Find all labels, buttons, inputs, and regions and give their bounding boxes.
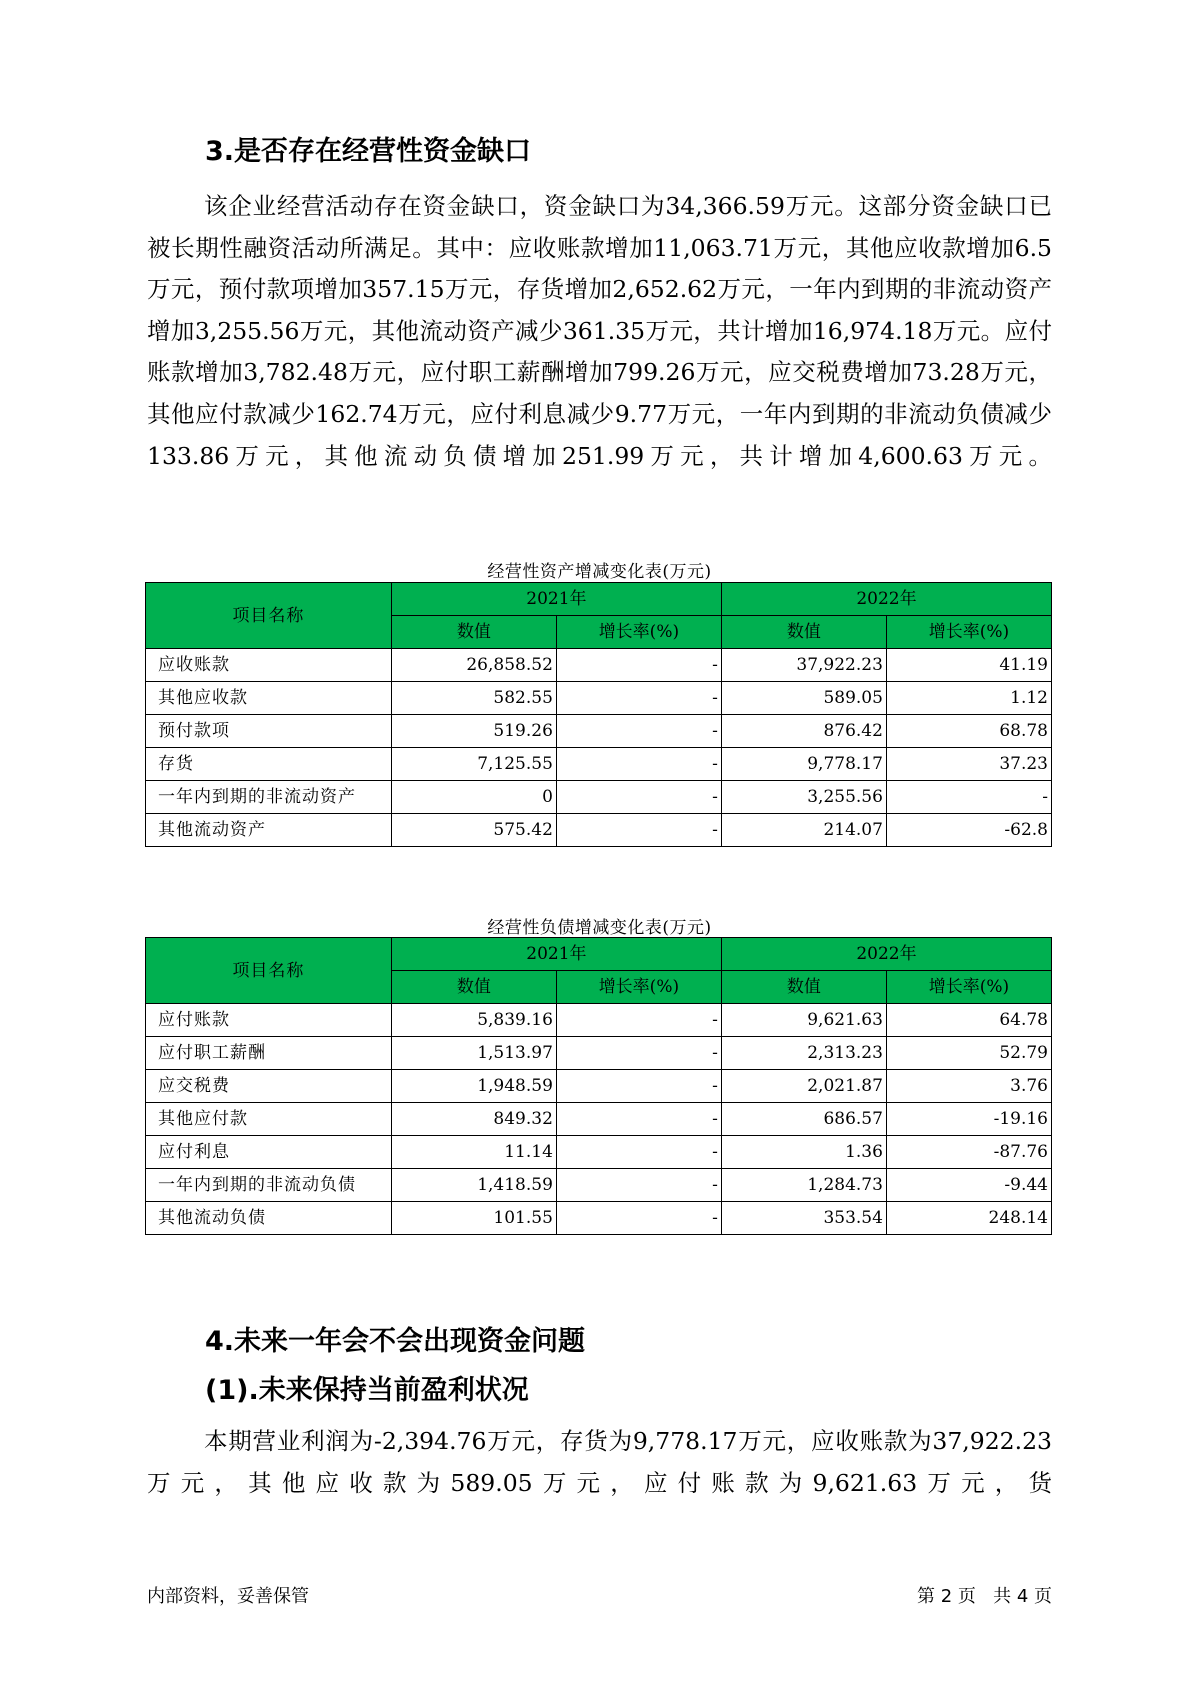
row-growth-2021: - bbox=[556, 1169, 721, 1202]
liabilities-table-caption: 经营性负债增减变化表(万元) bbox=[487, 918, 712, 938]
table-row bbox=[146, 1070, 1052, 1103]
table-row bbox=[146, 715, 1052, 748]
section-4-paragraph: 本期营业利润为-2,394.76万元，存货为9,778.17万元，应收账款为37,922.23万元，其他应收款为589.05万元，应付账款为9,621.63万元，货 bbox=[147, 1427, 1052, 1497]
row-value-2021: 849.32 bbox=[391, 1103, 556, 1136]
section-4-subheading: (1).未来保持当前盈利状况 bbox=[205, 1375, 529, 1406]
header-item-name: 项目名称 bbox=[146, 938, 392, 1004]
row-value-2022: 37,922.23 bbox=[721, 649, 886, 682]
row-name: 其他应收款 bbox=[146, 682, 392, 715]
table-row bbox=[146, 682, 1052, 715]
row-value-2022: 9,778.17 bbox=[721, 748, 886, 781]
row-growth-2022: -9.44 bbox=[886, 1169, 1051, 1202]
row-value-2022: 1.36 bbox=[721, 1136, 886, 1169]
row-growth-2022: 248.14 bbox=[886, 1202, 1051, 1235]
row-growth-2021: - bbox=[556, 682, 721, 715]
row-value-2022: 876.42 bbox=[721, 715, 886, 748]
row-value-2021: 1,513.97 bbox=[391, 1037, 556, 1070]
row-value-2021: 1,418.59 bbox=[391, 1169, 556, 1202]
row-name: 其他流动负债 bbox=[146, 1202, 392, 1235]
row-growth-2021: - bbox=[556, 715, 721, 748]
row-growth-2021: - bbox=[556, 1202, 721, 1235]
table-row bbox=[146, 814, 1052, 847]
header-growth-2022: 增长率(%) bbox=[886, 616, 1051, 649]
row-growth-2022: -19.16 bbox=[886, 1103, 1051, 1136]
table-row bbox=[146, 781, 1052, 814]
table-row bbox=[146, 1169, 1052, 1202]
row-value-2022: 9,621.63 bbox=[721, 1004, 886, 1037]
row-growth-2021: - bbox=[556, 748, 721, 781]
row-growth-2021: - bbox=[556, 814, 721, 847]
header-growth-2022: 增长率(%) bbox=[886, 971, 1051, 1004]
row-value-2022: 214.07 bbox=[721, 814, 886, 847]
header-year-2021: 2021年 bbox=[391, 583, 721, 616]
row-value-2022: 589.05 bbox=[721, 682, 886, 715]
section-3-paragraph: 该企业经营活动存在资金缺口，资金缺口为34,366.59万元。这部分资金缺口已被长期性融资活动所满足。其中：应收账款增加11,063.71万元，其他应收款增加6.5万元，预付款项增加357.15万元，存货增加2,652.62万元，一年内到期的非流动资产增加3,255.56万元，其他流动资产减少361.35万元，共计增加16,974.18万元。应付账款增加3,782.48万元，应付职工薪酬增加799.26万元，应交税费增加73.28万元，其他应付款减少162.74万元，应付利息减少9.77万元，一年内到期的非流动负债减少133.86万元，其他流动负债增加251.99万元，共计增加4,600.63万元。 bbox=[147, 192, 1052, 470]
row-name: 存货 bbox=[146, 748, 392, 781]
row-growth-2022: 52.79 bbox=[886, 1037, 1051, 1070]
assets-table-caption: 经营性资产增减变化表(万元) bbox=[487, 562, 712, 582]
footer-page-number: 第 2 页 共 4 页 bbox=[917, 1586, 1052, 1607]
row-name: 其他应付款 bbox=[146, 1103, 392, 1136]
row-name: 应交税费 bbox=[146, 1070, 392, 1103]
table-row bbox=[146, 1202, 1052, 1235]
row-growth-2022: 64.78 bbox=[886, 1004, 1051, 1037]
header-growth-2021: 增长率(%) bbox=[556, 971, 721, 1004]
table-row bbox=[146, 1037, 1052, 1070]
row-name: 应收账款 bbox=[146, 649, 392, 682]
table-header-row bbox=[146, 583, 1052, 616]
row-value-2022: 686.57 bbox=[721, 1103, 886, 1136]
row-value-2021: 519.26 bbox=[391, 715, 556, 748]
footer-confidential-note: 内部资料，妥善保管 bbox=[147, 1586, 309, 1607]
row-value-2022: 3,255.56 bbox=[721, 781, 886, 814]
header-growth-2021: 增长率(%) bbox=[556, 616, 721, 649]
row-name: 其他流动资产 bbox=[146, 814, 392, 847]
row-growth-2022: 37.23 bbox=[886, 748, 1051, 781]
row-value-2021: 575.42 bbox=[391, 814, 556, 847]
table-header-row bbox=[146, 938, 1052, 971]
header-value-2022: 数值 bbox=[721, 971, 886, 1004]
row-name: 预付款项 bbox=[146, 715, 392, 748]
row-value-2022: 2,021.87 bbox=[721, 1070, 886, 1103]
header-value-2021: 数值 bbox=[391, 616, 556, 649]
row-growth-2021: - bbox=[556, 781, 721, 814]
row-value-2021: 1,948.59 bbox=[391, 1070, 556, 1103]
row-name: 一年内到期的非流动负债 bbox=[146, 1169, 392, 1202]
table-row bbox=[146, 1136, 1052, 1169]
row-growth-2021: - bbox=[556, 1037, 721, 1070]
header-value-2021: 数值 bbox=[391, 971, 556, 1004]
header-item-name: 项目名称 bbox=[146, 583, 392, 649]
row-value-2022: 353.54 bbox=[721, 1202, 886, 1235]
row-value-2022: 2,313.23 bbox=[721, 1037, 886, 1070]
row-name: 应付职工薪酬 bbox=[146, 1037, 392, 1070]
row-value-2022: 1,284.73 bbox=[721, 1169, 886, 1202]
row-growth-2021: - bbox=[556, 1070, 721, 1103]
row-growth-2022: 1.12 bbox=[886, 682, 1051, 715]
row-growth-2021: - bbox=[556, 1004, 721, 1037]
liabilities-change-table bbox=[145, 937, 1052, 1235]
table-row bbox=[146, 649, 1052, 682]
row-value-2021: 0 bbox=[391, 781, 556, 814]
row-value-2021: 26,858.52 bbox=[391, 649, 556, 682]
row-growth-2022: - bbox=[886, 781, 1051, 814]
row-value-2021: 7,125.55 bbox=[391, 748, 556, 781]
row-growth-2022: 68.78 bbox=[886, 715, 1051, 748]
row-value-2021: 5,839.16 bbox=[391, 1004, 556, 1037]
row-value-2021: 11.14 bbox=[391, 1136, 556, 1169]
header-year-2022: 2022年 bbox=[721, 938, 1051, 971]
row-name: 应付利息 bbox=[146, 1136, 392, 1169]
table-row bbox=[146, 1004, 1052, 1037]
row-growth-2021: - bbox=[556, 1136, 721, 1169]
row-growth-2022: -62.8 bbox=[886, 814, 1051, 847]
table-row bbox=[146, 748, 1052, 781]
row-name: 一年内到期的非流动资产 bbox=[146, 781, 392, 814]
section-4-heading: 4.未来一年会不会出现资金问题 bbox=[205, 1326, 586, 1357]
row-growth-2022: 3.76 bbox=[886, 1070, 1051, 1103]
row-growth-2022: 41.19 bbox=[886, 649, 1051, 682]
header-year-2021: 2021年 bbox=[391, 938, 721, 971]
table-row bbox=[146, 1103, 1052, 1136]
header-year-2022: 2022年 bbox=[721, 583, 1051, 616]
header-value-2022: 数值 bbox=[721, 616, 886, 649]
row-name: 应付账款 bbox=[146, 1004, 392, 1037]
row-growth-2021: - bbox=[556, 1103, 721, 1136]
row-value-2021: 582.55 bbox=[391, 682, 556, 715]
row-growth-2021: - bbox=[556, 649, 721, 682]
section-3-heading: 3.是否存在经营性资金缺口 bbox=[205, 136, 532, 167]
row-growth-2022: -87.76 bbox=[886, 1136, 1051, 1169]
row-value-2021: 101.55 bbox=[391, 1202, 556, 1235]
assets-change-table bbox=[145, 582, 1052, 847]
